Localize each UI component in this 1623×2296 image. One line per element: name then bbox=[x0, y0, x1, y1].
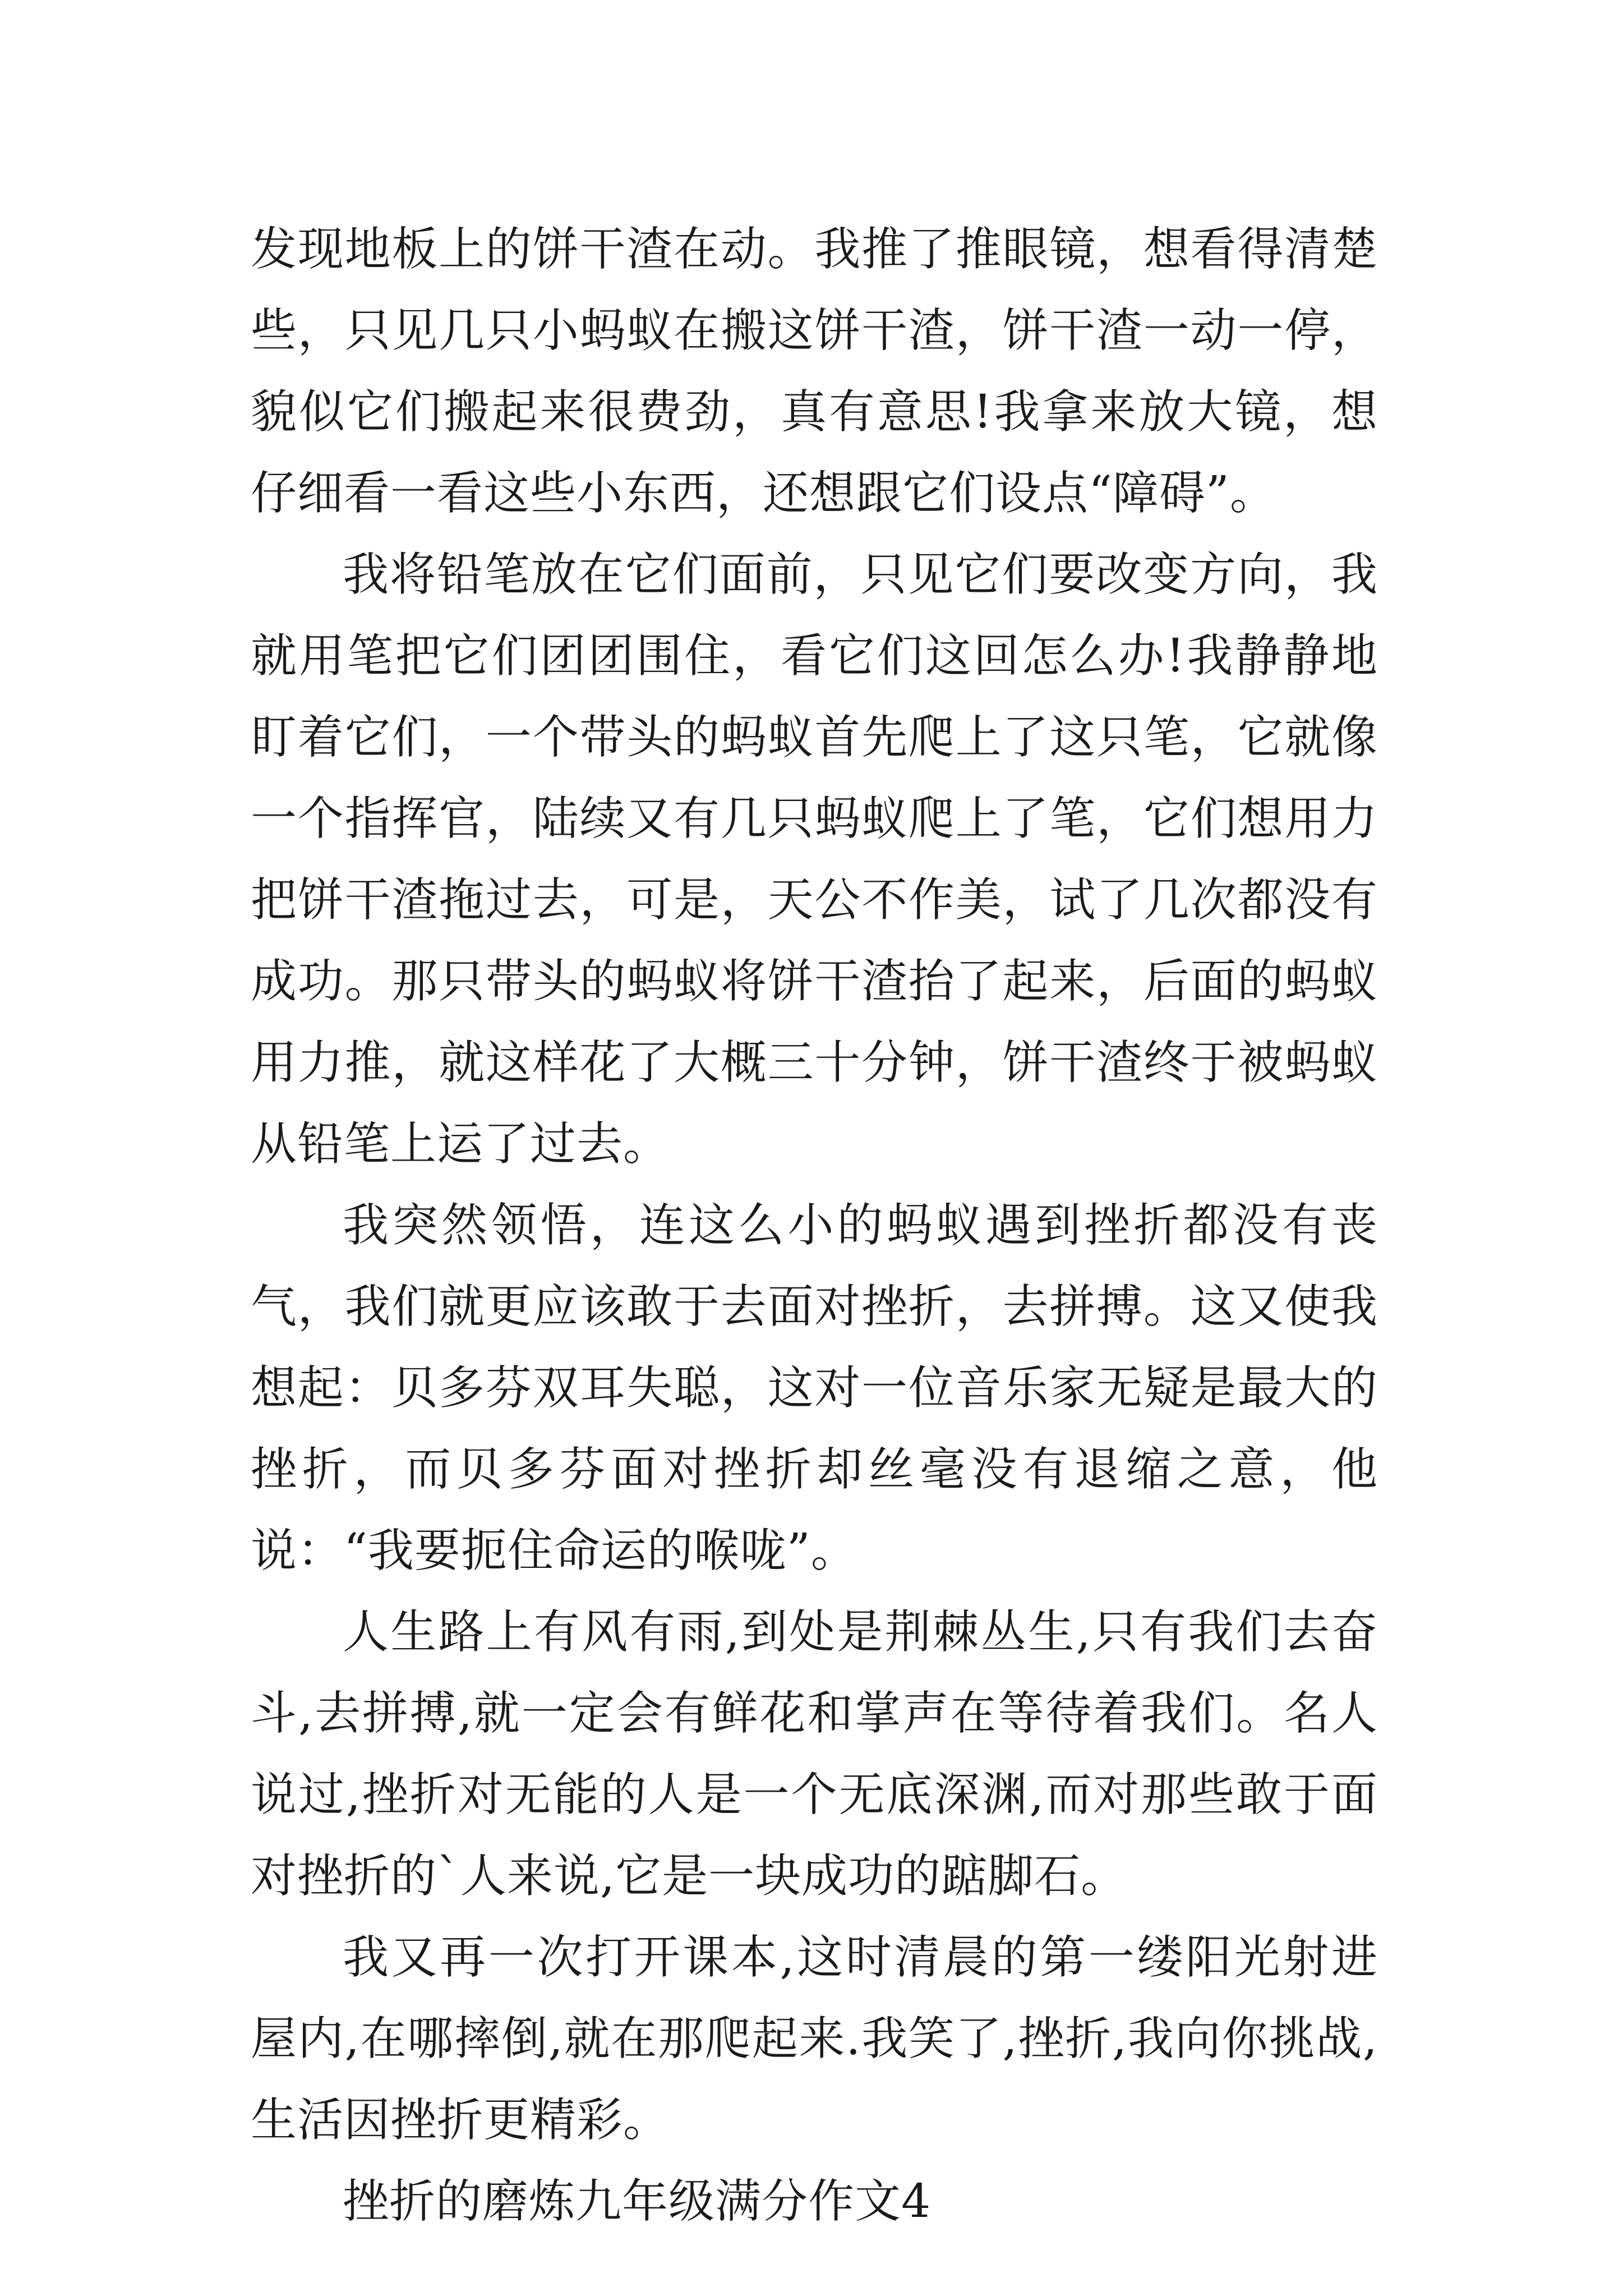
paragraph-pencil-obstacle: 我将铅笔放在它们面前，只见它们要改变方向，我就用笔把它们团团围住，看它们这回怎么办!我静静地盯着它们，一个带头的蚂蚁首先爬上了这只笔，它就像一个指挥官，陆续又有几只蚂蚁爬上了笔，它们想用力把饼干渣拖过去，可是，天公不作美，试了几次都没有成功。那只带头的蚂蚁将饼干渣抬了起来，后面的蚂蚁用力推，就这样花了大概三十分钟，饼干渣终于被蚂蚁从铅笔上运了过去。 bbox=[251, 548, 1378, 1171]
article-body bbox=[251, 209, 1378, 2242]
paragraph-continued: 发现地板上的饼干渣在动。我推了推眼镜，想看得清楚些，只见几只小蚂蚁在搬这饼干渣，饼干渣一动一停，貌似它们搬起来很费劲，真有意思!我拿来放大镜，想仔细看一看这些小东西，还想跟它们设点“障碍”。 bbox=[251, 223, 1378, 520]
paragraph-life-road: 人生路上有风有雨,到处是荆棘丛生,只有我们去奋斗,去拼搏,就一定会有鲜花和掌声在等待着我们。名人说过,挫折对无能的人是一个无底深渊,而对那些敢于面对挫折的`人来说,它是一块成功的踮脚石。 bbox=[251, 1605, 1378, 1903]
next-article-title: 挫折的磨炼九年级满分作文4 bbox=[343, 2175, 932, 2228]
paragraph-beethoven: 我突然领悟，连这么小的蚂蚁遇到挫折都没有丧气，我们就更应该敢于去面对挫折，去拼搏。这又使我想起：贝多芬双耳失聪，这对一位音乐家无疑是最大的挫折，而贝多芬面对挫折却丝毫没有退缩之意，他说：“我要扼住命运的喉咙”。 bbox=[251, 1199, 1378, 1577]
paragraph-morning-sunlight: 我又再一次打开课本,这时清晨的第一缕阳光射进屋内,在哪摔倒,就在那爬起来.我笑了,挫折,我向你挑战,生活因挫折更精彩。 bbox=[251, 1931, 1378, 2147]
